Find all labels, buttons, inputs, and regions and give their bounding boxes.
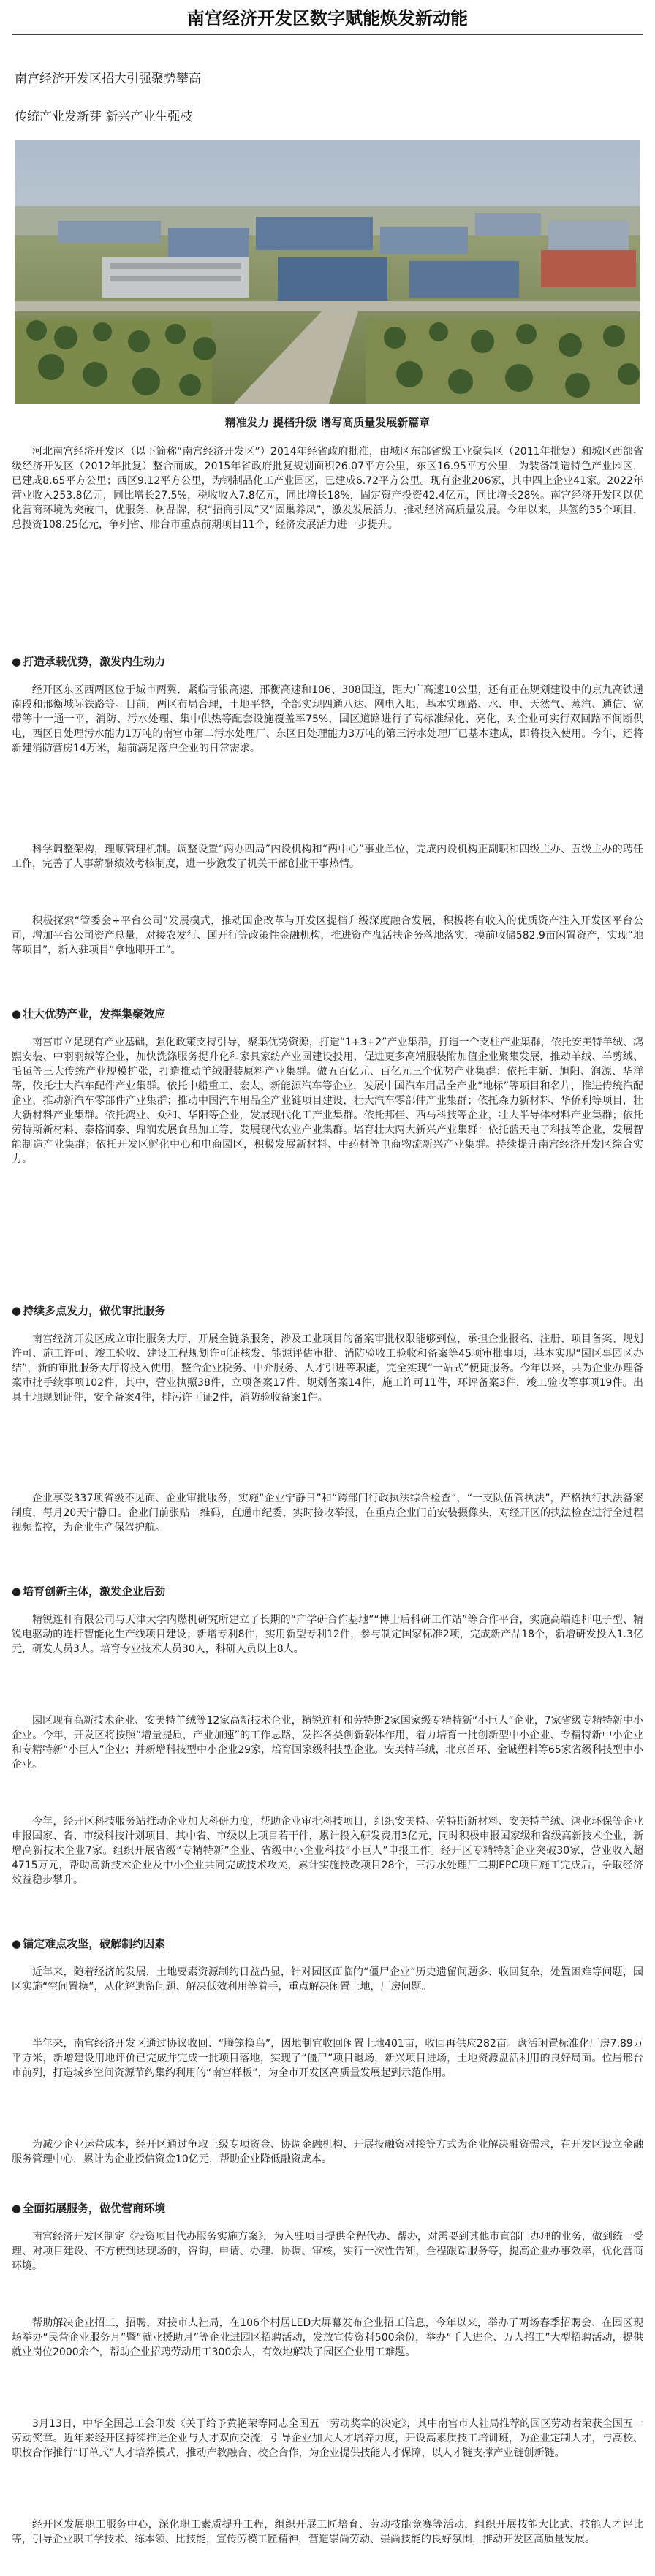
section-title: 锚定难点攻坚，破解制约因素: [23, 1937, 166, 1950]
paragraph: 南宫市立足现有产业基础，强化政策支持引导，聚集优势资源，打造“1+3+2”产业集群，打造一个支柱产业集群，依托安美特羊绒、鸿熙安装、中羽羽绒等企业，加快洗涤服务提升化和家具家纺产业园建设投用，促进更多高端服装附加值企业聚集发展，推动羊绒、羊剪绒、毛毡等三大传统产业规模扩张，打造推动羊绒服装原料产业集群。做五百亿元、百亿元三个优势产业集群：依托丰新、旭阳、润源、华洋等，依托壮大汽车配件产业集群。依托中船重工、宏太、新能源汽车等企业，发展中国汽车用品全产业“地标”等项目和名片，推进传统汽配企业，推动新汽车零部件产业集群；推动中国汽车用品全产业链项目建设，壮大汽车零部件产业集群；依托森力新材料、华侨利等项目，壮大新材料产业集群。依托鸿业、众和、华阳等企业，发展现代化工产业集群。依托邦佳、西马科技等企业，壮大半导体材料产业集群；依托劳特斯新材料、泰格润泰、鼎润发展食品加工等，发展现代农业产业集群。培育壮大两大新兴产业集群：依托蓝天电子科技等企业，发展智能制造产业集群；依托开发区孵化中心和电商园区，积极发展新材料、中药材等电商物流新兴产业集群。持续提升南宫经济开发区综合实力。: [12, 1037, 643, 1165]
paragraph: 南宫经济开发区制定《投资项目代办服务实施方案》，为入驻项目提供全程代办、帮办，对需要到其他市直部门办理的业务，做到统一受理、对项目建设、不方便到达现场的，咨询，申请、办理、协调、审核，实行一次性告知，全程跟踪服务等，提高企业办事效率，优化营商环境。: [12, 2231, 643, 2272]
section-title: 打造承载优势，激发内生动力: [23, 655, 166, 668]
section-title: 壮大优势产业，发挥集聚效应: [23, 1007, 166, 1020]
paragraph: 为减少企业运营成本，经开区通过争取上级专项资金、协调金融机构、开展投融资对接等方式为企业解决融资需求，在开发区设立金融服务管理中心，累计为企业授信资金10亿元，帮助企业降低融资成本。: [12, 2139, 643, 2165]
paragraph: 帮助解决企业招工，招聘，对接市人社局，在106个村居LED大屏幕发布企业招工信息，今年以来，举办了两场春季招聘会、在园区现场举办“民营企业服务月”暨“就业援助月”等企业进园区招聘活动，发放宣传资料500余份，举办“千人进企、万人招工”大型招聘活动，提供就业岗位2000余个，帮助企业招聘劳动用工300余人，有效地解决了园区企业用工难题。: [12, 2317, 643, 2358]
paragraph: 积极探索“管委会+平台公司”发展模式，推动国企改革与开发区提档升级深度融合发展，积极将有收入的优质资产注入开发区平台公司，增加平台公司资产总量，对接农发行、国开行等政策性金融机构，推进资产盘活扶企务落地落实，摸前收储582.9亩闲置资产，实现“地等项目”，新入驻项目“拿地即开工”。: [12, 915, 643, 956]
section-heading-2: [12, 1006, 643, 1022]
bullet-icon: ●: [12, 2202, 22, 2215]
section-title: 培育创新主体，激发企业后劲: [23, 1585, 166, 1598]
paragraph: 3月13日，中华全国总工会印发《关于给予黄艳荣等同志全国五一劳动奖章的决定》，其中南宫市人社局推荐的园区劳动者荣获全国五一劳动奖章。近年来经开区持续推进企业与人才双向交流，引导企业加大人才培养力度，开设高素质技工培训班，为企业定制人才，与高校、职校合作推行“订单式”人才培养模式，推动产教融合、校企合作，为企业提供技能人才保障，以人才链支撑产业链创新链。: [12, 2418, 643, 2459]
paragraph: 近年来，随着经济的发展，土地要素资源制约日益凸显，针对园区面临的“僵尸企业”历史遗留问题多、收回复杂，处置困难等问题，园区实施“空间置换”，从化解遗留问题、解决低效利用等着手，重点解决闲置土地，厂房问题。: [12, 1966, 643, 1993]
section-heading-4: [12, 1583, 643, 1599]
paragraph: 科学调整架构，理顺管理机制。调整设置“两办四局”内设机构和“两中心”事业单位，完成内设机构正副职和四级主办、五级主办的聘任工作，完善了人事薪酬绩效考核制度，进一步激发了机关干部创业干事热情。: [12, 844, 643, 870]
paragraph: 南宫经济开发区成立审批服务大厅，开展全链条服务，涉及工业项目的备案审批权限能够到位，承担企业报名、注册、项目备案、规划许可、施工许可、竣工验收、建设工程规划许可证核发、能源评估审批、消防验收工验收和备案等45项审批事项，基本实现“园区事园区办结”，新的审批服务大厅将投入使用，整合企业税务、中介服务、人才引进等职能，完全实现“一站式”便捷服务。今年以来，共为企业办理备案审批手续事项102件，其中，营业执照38件，立项备案17件，规划备案14件，施工许可11件，环评备案3件，竣工验收等事项19件。出具土地规划证件，安全备案4件，排污许可证2件，消防验收备案1件。: [12, 1333, 643, 1403]
section-title: 全面拓展服务，做优营商环境: [23, 2202, 166, 2215]
section-heading-5: [12, 1936, 643, 1952]
paragraph: 经开区东区西两区位于城市两翼，紧临青银高速、邢衡高速和106、308国道，距大广高速10公里，还有正在规划建设中的京九高铁通南段和邢衡城际铁路等。目前，两区布局合理，土地平整，全部实现四通八达、网电入地，基本实现路、水、电、天然气、蒸汽、通信、宽带等十一通一平，消防、污水处理、集中供热等配套设施覆盖率75%，国区道路进行了高标准绿化、亮化，对企业可实行双回路不间断供电，西区日处理污水能力1万吨的南宫市第二污水处理厂、东区日处理能力3万吨的第三污水处理厂已基本建成，即将投入使用。今年，还将新建消防营房14万米，超前满足落户企业的日常需求。: [12, 684, 643, 754]
paragraph: 精锐连杆有限公司与天津大学内燃机研究所建立了长期的“产学研合作基地”“博士后科研工作站”等合作平台，实施高端连杆电子型、精锐电驱动的连杆智能化生产线项目建设；新增专利8件，实用新型专利12件，参与制定国家标准2项，完成新产品18个，新增研发投入1.3亿元，研发人员3人。培育专业技术人员30人，科研人员以上8人。: [12, 1614, 643, 1655]
section-heading-1: [12, 654, 643, 670]
section-heading-3: [12, 1303, 643, 1319]
section-heading-6: [12, 2200, 643, 2216]
sub-headline: 传统产业发新芽 新兴产业生强枝: [15, 110, 193, 124]
section-title: 持续多点发力，做优审批服务: [23, 1304, 166, 1317]
bullet-icon: ●: [12, 1585, 22, 1598]
photo-caption: 精准发力 提档升级 谱写高质量发展新篇章: [224, 416, 431, 429]
intro-paragraph: 河北南宫经济开发区（以下简称“南宫经济开发区”）2014年经省政府批准，由城区东部省级工业聚集区（2011年批复）和城区西部省级经济开发区（2012年批复）整合而成，2015年省政府批复规划面积26.07平方公里，东区16.95平方公里，为装备制造特色产业园区，已建成8.65平方公里；西区9.12平方公里，为钢制品化工产业园区，已建成6.72平方公里。现有企业206家，其中四上企业41家。2022年营业收入253.8亿元，同比增长27.5%，税收收入7.8亿元，同比增长18%，固定资产投资42.4亿元，同比增长28%。南宫经济开发区以优化营商环境为突破口，优服务、树品牌，积“招商引凤”又“固巢养凤”，激发发展活力，推动经济高质量发展。今年以来，共签约35个项目，总投资108.25亿元，争列省、邢台市重点前期项目11个，经济发展活力进一步提升。: [12, 446, 643, 531]
kicker-headline: 南宫经济开发区招大引强聚势攀高: [15, 72, 201, 86]
paragraph: 半年来，南宫经济开发区通过协议收回、“腾笼换鸟”，因地制宜收回闲置土地401亩，收回再供应282亩。盘活闲置标准化厂房7.89万平方米，新增建设用地评价已完成并完成一批项目落地，实现了“僵尸”项目退场，新兴项目进场，土地资源盘活利用的良好局面。位居邢台市前列，打造城乡空间资源节约集约利用的“南宫样板”，为全市开发区高质量发展起到示范作用。: [12, 2038, 643, 2079]
bullet-icon: ●: [12, 1007, 22, 1020]
article-title: 南宫经济开发区数字赋能焕发新动能: [187, 8, 468, 29]
paragraph: 今年，经开区科技服务站推动企业加大科研力度，帮助企业审批科技项目，组织安美特、劳特斯新材料、安美特羊绒、鸿业环保等企业申报国家、省、市级科技计划项目，其中省、市级以上项目若干件，累计投入研发费用3亿元，同时积极申报国家级和省级高新技术企业，新增高新技术企业7家。组织开展省级“专精特新”企业、省级中小企业科技“小巨人”申报工作。经开区专精特新企业突破30家，营业收入超4715万元，帮助高新技术企业及中小企业共同完成技术攻关，累计实施技改项目28个，三污水处理厂二期EPC项目施工完成后，争取经济效益稳步攀升。: [12, 1816, 643, 1886]
paragraph: 园区现有高新技术企业、安美特羊绒等12家高新技术企业，精锐连杆和劳特斯2家国家级专精特新“小巨人”企业，7家省级专精特新中小企业。今年，开发区将按照“增量提质，产业加速”的工作思路，发挥各类创新载体作用，着力培育一批创新型中小企业、专精特新中小企业和专精特新“小巨人”企业；并新增科技型中小企业29家，培育国家级科技型企业。安美特羊绒，北京首环、金诚塑料等65家省级科技型中小企业。: [12, 1715, 643, 1770]
bullet-icon: ●: [12, 1937, 22, 1950]
aerial-photo: [15, 140, 640, 404]
paragraph: 经开区发展职工服务中心，深化职工素质提升工程，组织开展工匠培育、劳动技能竞赛等活动，组织开展技能大比武、技能人才评比等，引导企业职工学技术、练本领、比技能，宣传劳模工匠精神，营造崇尚劳动、崇尚技能的良好氛围，推动开发区高质量发展。: [12, 2519, 643, 2545]
title-divider: [12, 34, 643, 35]
bullet-icon: ●: [12, 1304, 22, 1317]
bullet-icon: ●: [12, 655, 22, 668]
paragraph: 企业享受337项省级不见面、企业审批服务，实施“企业宁静日”和“跨部门行政执法综合检查”，“一支队伍管执法”，严格执行执法备案制度，每月20天宁静日。企业门前张贴二维码，直通市纪委，实时接收举报，在重点企业门前安装摄像头，对经开区的执法检查进行全过程视频监控，为企业生产保驾护航。: [12, 1493, 643, 1534]
